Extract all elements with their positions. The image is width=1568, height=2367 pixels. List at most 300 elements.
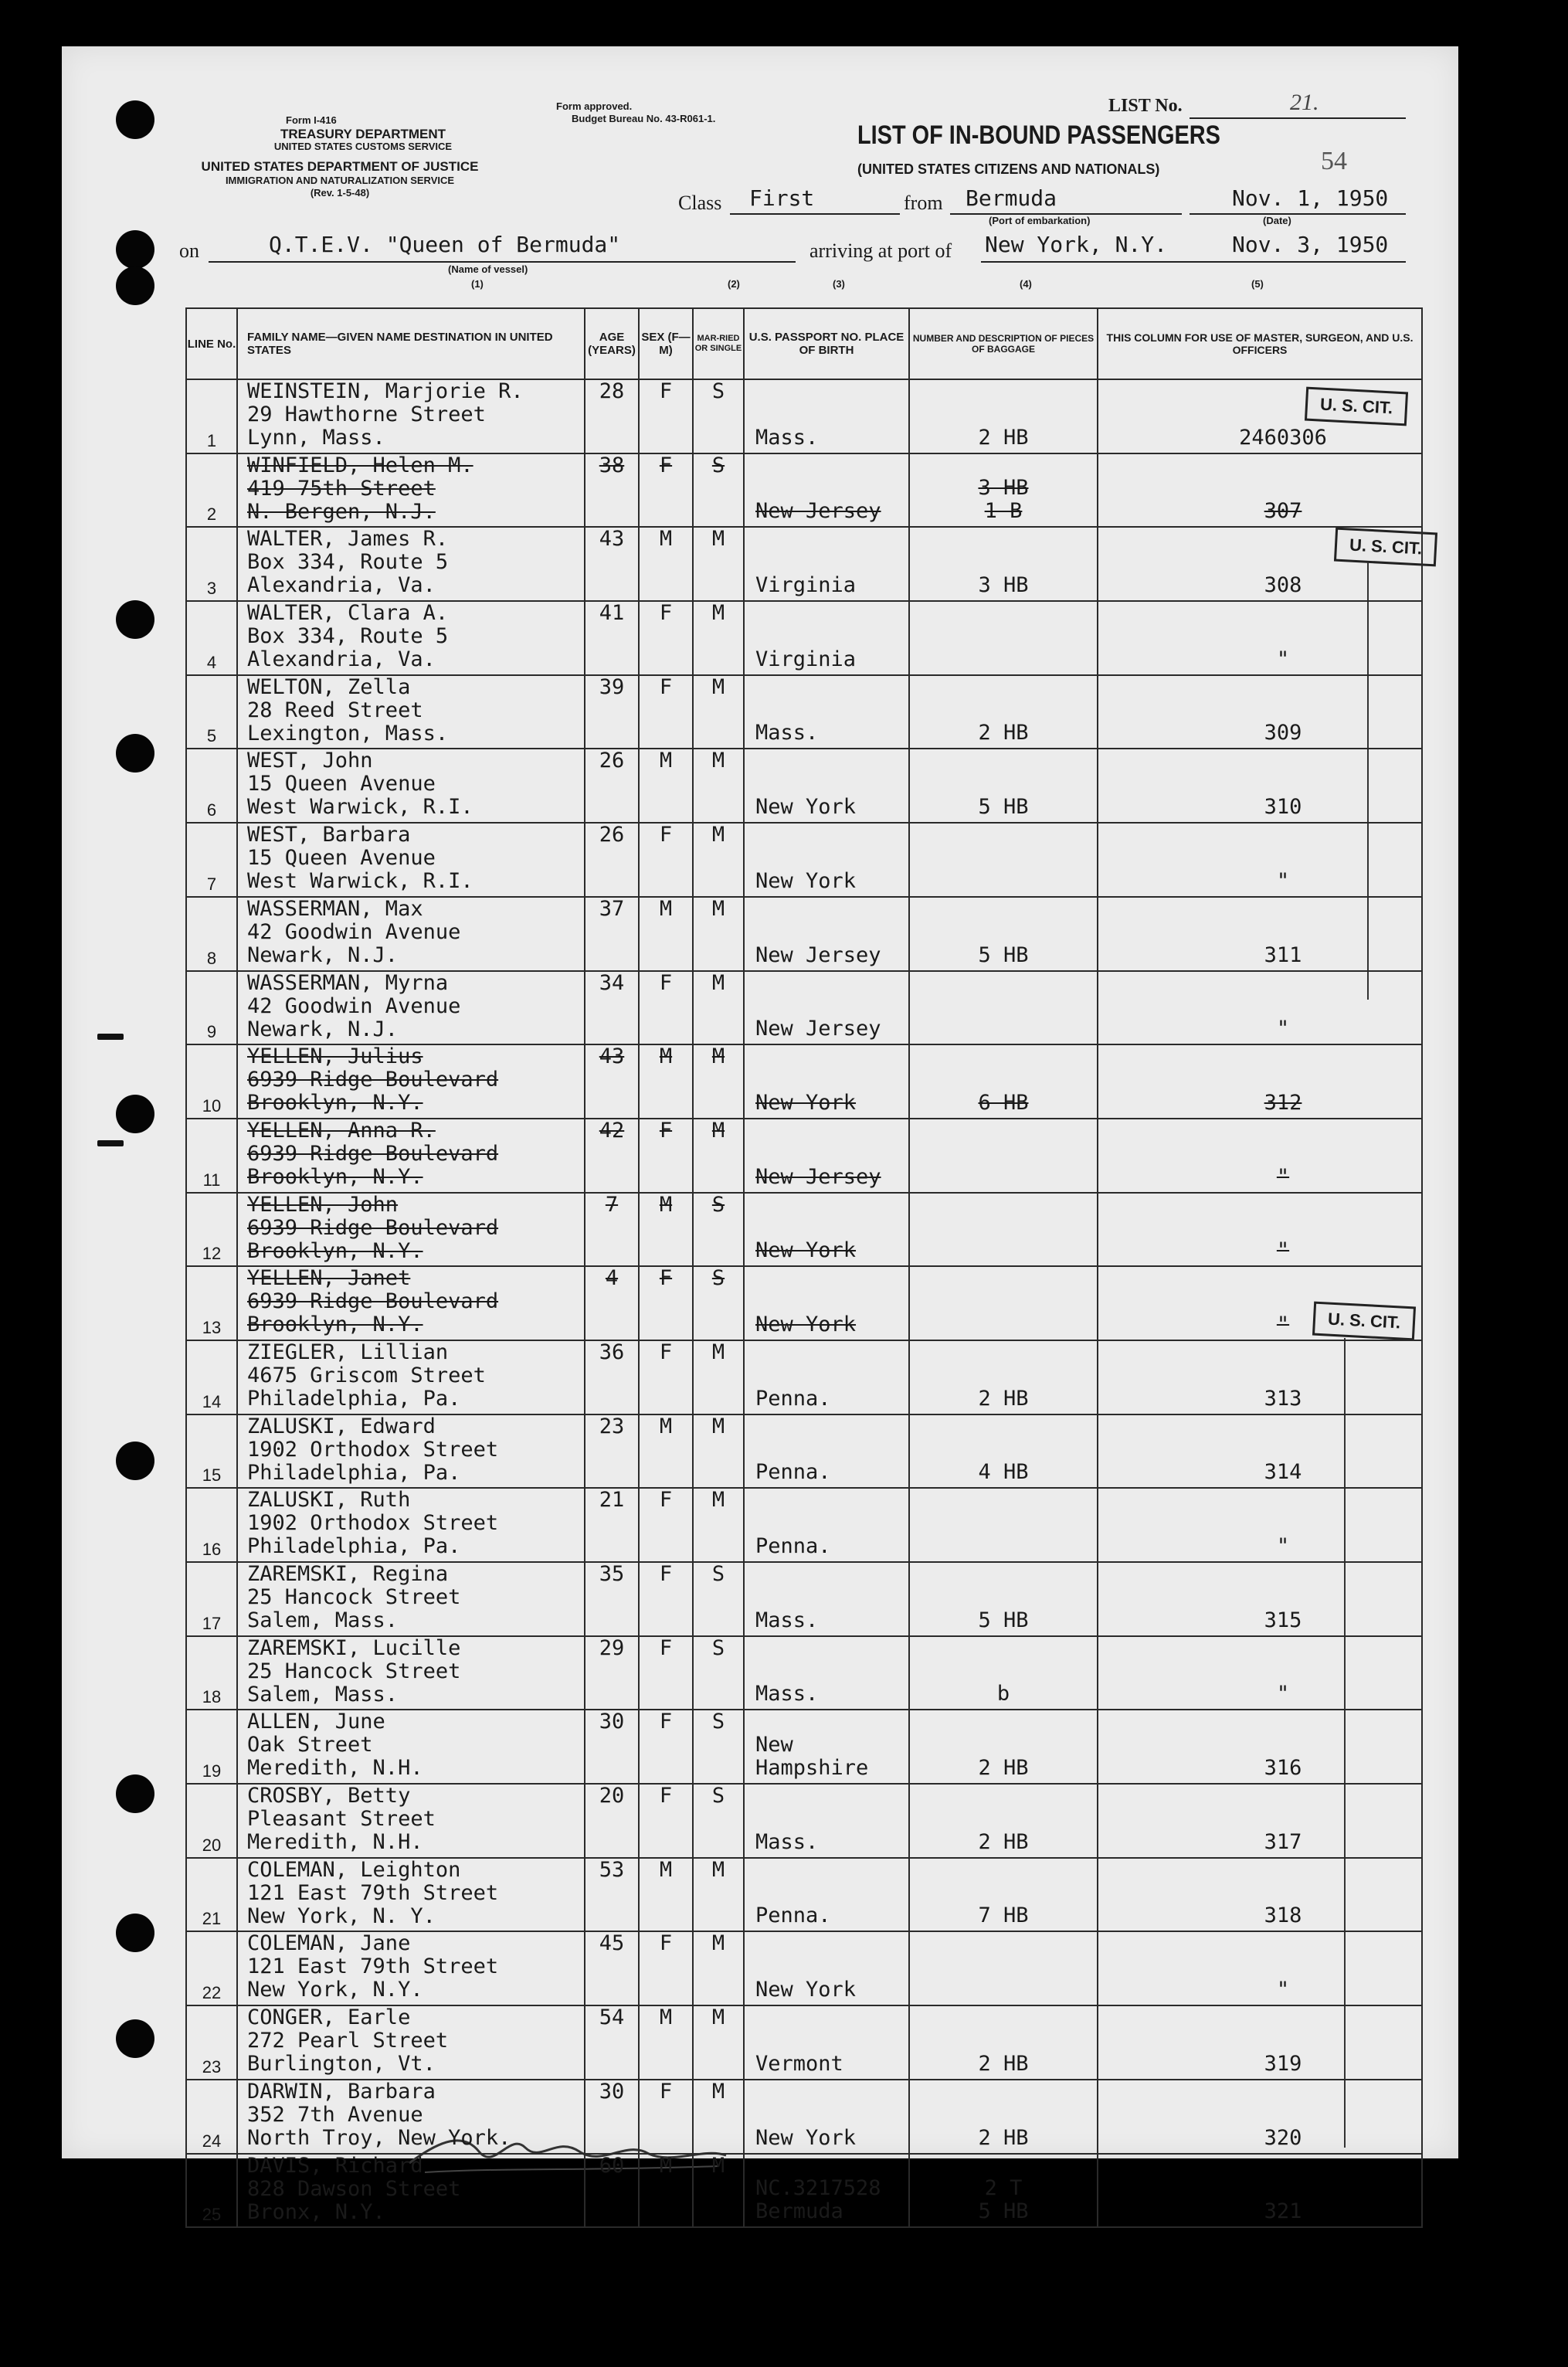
age-cell — [585, 1488, 639, 1562]
table-row — [186, 1784, 1422, 1858]
binder-hole — [116, 1774, 154, 1813]
binder-hole — [116, 267, 154, 305]
sex-cell — [639, 1858, 693, 1932]
officer-use-cell — [1098, 897, 1422, 971]
col-num-1: (1) — [471, 278, 484, 290]
birthplace: New York — [755, 1090, 857, 1115]
officer-use-cell — [1098, 1193, 1422, 1267]
table-row — [186, 601, 1422, 675]
marital-status: M — [711, 2153, 725, 2178]
marital-status: S — [711, 1784, 725, 1808]
age-cell — [585, 1044, 639, 1119]
col-num-5: (5) — [1251, 278, 1264, 290]
table-row — [186, 749, 1422, 823]
passenger-name: WEST, John — [247, 749, 373, 773]
header-officers: THIS COLUMN FOR USE OF MASTER, SURGEON, AND U.S. OFFICERS — [1098, 308, 1422, 379]
age: 42 — [599, 1118, 625, 1143]
line-number: 7 — [206, 874, 217, 894]
age: 26 — [599, 749, 625, 773]
birthplace-cell — [744, 971, 909, 1045]
passenger-name-cell — [237, 749, 585, 823]
table-row — [186, 2005, 1422, 2080]
marital-status-cell — [693, 971, 744, 1045]
line-number: 22 — [202, 1983, 222, 2003]
marital-status-cell — [693, 527, 744, 601]
sex: F — [659, 1784, 673, 1808]
table-row — [186, 453, 1422, 528]
birthplace: Mass. — [755, 1608, 819, 1632]
sex-cell — [639, 453, 693, 528]
baggage-cell — [909, 749, 1098, 823]
age: 54 — [599, 2005, 625, 2030]
destination-address: Alexandria, Va. — [247, 573, 436, 598]
marital-status-cell — [693, 1858, 744, 1932]
age-cell — [585, 379, 639, 453]
destination-address: Box 334, Route 5 — [247, 550, 449, 575]
birthplace-cell — [744, 2005, 909, 2080]
passenger-name: ZAREMSKI, Lucille — [247, 1635, 461, 1660]
line-number-cell — [186, 1266, 237, 1340]
line-number-cell — [186, 2080, 237, 2154]
destination-address: West Warwick, R.I. — [247, 795, 473, 820]
destination-address: Newark, N.J. — [247, 1017, 399, 1041]
binder-hole — [116, 600, 154, 639]
officer-use: 320 — [1264, 2125, 1302, 2150]
passenger-name: ZALUSKI, Ruth — [247, 1488, 411, 1513]
age-cell — [585, 823, 639, 897]
header-name: FAMILY NAME—GIVEN NAME DESTINATION IN UNITED STATES — [237, 308, 585, 379]
baggage-cell — [909, 1119, 1098, 1193]
marital-status-cell — [693, 2154, 744, 2228]
line-number: 19 — [202, 1761, 222, 1781]
line-number: 25 — [202, 2205, 222, 2225]
baggage-cell — [909, 1266, 1098, 1340]
passenger-name: YELLEN, John — [247, 1192, 399, 1217]
baggage-cell — [909, 2154, 1098, 2228]
line-number-cell — [186, 897, 237, 971]
birthplace-cell — [744, 1784, 909, 1858]
marital-status: M — [711, 601, 725, 626]
baggage: 2 HB — [978, 2125, 1029, 2150]
line-number-cell — [186, 1931, 237, 2005]
form-approved: Form approved. — [556, 100, 633, 112]
table-row — [186, 1562, 1422, 1636]
marital-status: M — [711, 674, 725, 699]
baggage-cell — [909, 601, 1098, 675]
baggage: 2 HB — [978, 425, 1029, 450]
table-row — [186, 1119, 1422, 1193]
passenger-name-cell — [237, 1488, 585, 1562]
age: 26 — [599, 823, 625, 847]
table-row — [186, 1931, 1422, 2005]
passenger-name-cell — [237, 1044, 585, 1119]
officer-use: 312 — [1264, 1090, 1302, 1115]
officer-use: 318 — [1264, 1903, 1302, 1928]
marital-status-cell — [693, 379, 744, 453]
age: 45 — [599, 1931, 625, 1956]
destination-address: 272 Pearl Street — [247, 2029, 449, 2053]
marital-status-cell — [693, 1414, 744, 1489]
age: 4 — [605, 1266, 619, 1291]
vessel-name: Q.T.E.V. "Queen of Bermuda" — [269, 232, 621, 257]
officer-use: 313 — [1264, 1386, 1302, 1411]
line-number: 8 — [206, 948, 217, 968]
birthplace-cell — [744, 1044, 909, 1119]
marital-status: M — [711, 1488, 725, 1513]
destination-address: 6939 Ridge Boulevard — [247, 1141, 499, 1166]
destination-address: 1902 Orthodox Street — [247, 1437, 499, 1462]
age-cell — [585, 527, 639, 601]
line-number-cell — [186, 971, 237, 1045]
arrival-date: Nov. 3, 1950 — [1232, 232, 1389, 257]
baggage: 2 HB — [978, 1829, 1029, 1854]
destination-address: 28 Reed Street — [247, 698, 423, 722]
table-row — [186, 2080, 1422, 2154]
line-number-cell — [186, 675, 237, 749]
officer-use-cell — [1098, 1044, 1422, 1119]
destination-address: 419 75th Street — [247, 476, 436, 501]
list-subtitle: (UNITED STATES CITIZENS AND NATIONALS) — [857, 161, 1160, 177]
sex-cell — [639, 1931, 693, 2005]
age-cell — [585, 1119, 639, 1193]
birthplace: New York — [755, 1312, 857, 1336]
officer-use-cell — [1098, 1266, 1422, 1340]
line-number: 13 — [202, 1317, 222, 1337]
line-number-cell — [186, 1710, 237, 1784]
birthplace: New York — [755, 1978, 857, 2002]
list-title: LIST OF IN-BOUND PASSENGERS — [857, 121, 1220, 150]
baggage: b — [996, 1682, 1010, 1706]
birthplace: Vermont — [755, 2051, 843, 2076]
table-row — [186, 1193, 1422, 1267]
passenger-name: ZALUSKI, Edward — [247, 1414, 436, 1438]
marital-status: M — [711, 1931, 725, 1956]
sex: F — [659, 1931, 673, 1956]
passenger-name-cell — [237, 675, 585, 749]
passenger-name-cell — [237, 453, 585, 528]
line-number-cell — [186, 2154, 237, 2228]
treasury-department: TREASURY DEPARTMENT — [280, 127, 446, 141]
line-number: 14 — [202, 1391, 222, 1411]
birthplace: Penna. — [755, 1903, 831, 1928]
birthplace-cell — [744, 1193, 909, 1267]
destination-address: Oak Street — [247, 1733, 373, 1757]
baggage: 2 HB — [978, 1386, 1029, 1411]
line-number: 1 — [206, 430, 217, 450]
passenger-name: WALTER, Clara A. — [247, 601, 449, 626]
birthplace: Mass. — [755, 721, 819, 745]
table-row — [186, 1414, 1422, 1489]
destination-address: Salem, Mass. — [247, 1682, 399, 1706]
baggage-cell — [909, 1636, 1098, 1710]
sex: M — [659, 2153, 673, 2178]
sex-cell — [639, 527, 693, 601]
age: 38 — [599, 453, 625, 477]
marital-status: S — [711, 1192, 725, 1217]
birthplace: New Hampshire — [755, 1733, 869, 1781]
birthplace-cell — [744, 1340, 909, 1414]
line-number-cell — [186, 1414, 237, 1489]
destination-address: 42 Goodwin Avenue — [247, 993, 461, 1018]
officer-use-cell — [1098, 1414, 1422, 1489]
marital-status: S — [711, 1635, 725, 1660]
age: 7 — [605, 1192, 619, 1217]
table-row — [186, 379, 1422, 453]
passenger-name-cell — [237, 897, 585, 971]
sex-cell — [639, 1562, 693, 1636]
arrival-port: New York, N.Y. — [985, 232, 1168, 257]
binder-mark — [97, 1140, 124, 1146]
line-number-cell — [186, 749, 237, 823]
birthplace: NC.3217528 Bermuda — [755, 2176, 881, 2224]
line-number: 21 — [202, 1909, 222, 1929]
officer-use-cell — [1098, 1784, 1422, 1858]
birthplace-cell — [744, 527, 909, 601]
table-row — [186, 1710, 1422, 1784]
age-cell — [585, 1340, 639, 1414]
table-row — [186, 1044, 1422, 1119]
passenger-name-cell — [237, 1266, 585, 1340]
destination-address: Philadelphia, Pa. — [247, 1386, 461, 1411]
passenger-name: ZAREMSKI, Regina — [247, 1562, 449, 1586]
passenger-name: CONGER, Earle — [247, 2005, 411, 2030]
destination-address: North Troy, New York. — [247, 2125, 511, 2150]
age: 29 — [599, 1635, 625, 1660]
baggage: 7 HB — [978, 1903, 1029, 1928]
marital-status: M — [711, 1118, 725, 1143]
birthplace: Penna. — [755, 1460, 831, 1485]
marital-status: S — [711, 379, 725, 403]
line-number: 6 — [206, 800, 217, 820]
class-label: Class — [678, 192, 722, 214]
birthplace: Mass. — [755, 1829, 819, 1854]
destination-address: 15 Queen Avenue — [247, 846, 436, 871]
line-number-cell — [186, 527, 237, 601]
table-row — [186, 527, 1422, 601]
header-baggage: NUMBER AND DESCRIPTION OF PIECES OF BAGGAGE — [909, 308, 1098, 379]
passenger-name-cell — [237, 379, 585, 453]
line-number-cell — [186, 1193, 237, 1267]
officer-use-cell — [1098, 971, 1422, 1045]
birthplace: New York — [755, 1238, 857, 1263]
officer-use: 311 — [1264, 942, 1302, 967]
birthplace: Virginia — [755, 573, 857, 598]
passenger-name-cell — [237, 2154, 585, 2228]
table-row — [186, 2154, 1422, 2228]
destination-address: West Warwick, R.I. — [247, 869, 473, 894]
sex: M — [659, 1857, 673, 1882]
age-cell — [585, 1562, 639, 1636]
binder-hole — [116, 2019, 154, 2058]
age-cell — [585, 749, 639, 823]
binder-hole — [116, 1095, 154, 1133]
line-number: 23 — [202, 2056, 222, 2077]
destination-address: Meredith, N.H. — [247, 1756, 423, 1781]
passenger-name-cell — [237, 527, 585, 601]
col-num-2: (2) — [728, 278, 740, 290]
line-number-cell — [186, 2005, 237, 2080]
baggage-cell — [909, 1193, 1098, 1267]
sex-cell — [639, 601, 693, 675]
form-number: Form I-416 — [286, 114, 337, 126]
age-cell — [585, 1266, 639, 1340]
line-number: 4 — [206, 652, 217, 672]
line-number-cell — [186, 1784, 237, 1858]
baggage-cell — [909, 2080, 1098, 2154]
baggage-cell — [909, 1414, 1098, 1489]
birthplace-cell — [744, 823, 909, 897]
birthplace: New Jersey — [755, 942, 881, 967]
sex-cell — [639, 1193, 693, 1267]
baggage-cell — [909, 2005, 1098, 2080]
baggage-cell — [909, 1710, 1098, 1784]
birthplace: Virginia — [755, 647, 857, 671]
officer-use-cell — [1098, 1340, 1422, 1414]
budget-bureau: Budget Bureau No. 43-R061-1. — [572, 113, 716, 124]
table-row — [186, 1636, 1422, 1710]
baggage-cell — [909, 823, 1098, 897]
destination-address: 1902 Orthodox Street — [247, 1511, 499, 1536]
binder-hole — [116, 100, 154, 139]
port-embarkation: Bermuda — [966, 185, 1057, 211]
age: 37 — [599, 896, 625, 921]
age: 53 — [599, 1857, 625, 1882]
sex: F — [659, 379, 673, 403]
birthplace: Mass. — [755, 1682, 819, 1706]
passenger-name: WASSERMAN, Myrna — [247, 970, 449, 995]
age: 43 — [599, 1044, 625, 1069]
on-label: on — [179, 239, 199, 262]
marital-status-cell — [693, 1266, 744, 1340]
passenger-name-cell — [237, 1710, 585, 1784]
age: 60 — [599, 2153, 625, 2178]
age-cell — [585, 1710, 639, 1784]
birthplace-cell — [744, 1488, 909, 1562]
passenger-name-cell — [237, 1858, 585, 1932]
marital-status: M — [711, 1044, 725, 1069]
sex: F — [659, 1118, 673, 1143]
destination-address: Salem, Mass. — [247, 1608, 399, 1632]
passenger-name: YELLEN, Julius — [247, 1044, 423, 1069]
destination-address: 6939 Ridge Boulevard — [247, 1289, 499, 1314]
sex-cell — [639, 1488, 693, 1562]
baggage-cell — [909, 527, 1098, 601]
table-row — [186, 1266, 1422, 1340]
passenger-name: COLEMAN, Leighton — [247, 1857, 461, 1882]
embarkation-date: Nov. 1, 1950 — [1232, 185, 1389, 211]
destination-address: Bronx, N.Y. — [247, 2199, 385, 2224]
officer-use: 309 — [1264, 721, 1302, 745]
marital-status-cell — [693, 1710, 744, 1784]
line-number-cell — [186, 1488, 237, 1562]
passenger-name: DARWIN, Barbara — [247, 2079, 436, 2104]
passenger-name: WEINSTEIN, Marjorie R. — [247, 379, 524, 403]
passenger-name-cell — [237, 2080, 585, 2154]
marital-status: M — [711, 2005, 725, 2030]
passenger-name-cell — [237, 971, 585, 1045]
marital-status-cell — [693, 2080, 744, 2154]
baggage: 3 HB 1 B — [978, 476, 1029, 524]
passenger-name-cell — [237, 1562, 585, 1636]
sex: F — [659, 1266, 673, 1291]
birthplace: Penna. — [755, 1386, 831, 1411]
baggage-cell — [909, 379, 1098, 453]
officer-use-cell — [1098, 453, 1422, 528]
marital-status-cell — [693, 1340, 744, 1414]
sex: F — [659, 1635, 673, 1660]
officer-use: 319 — [1264, 2051, 1302, 2076]
marital-status-cell — [693, 1562, 744, 1636]
marital-status: S — [711, 1266, 725, 1291]
officer-use: " — [1276, 1164, 1290, 1189]
header-married: MAR-RIED OR SINGLE — [693, 308, 744, 379]
marital-status-cell — [693, 1488, 744, 1562]
birthplace-cell — [744, 1931, 909, 2005]
destination-address: Burlington, Vt. — [247, 2052, 436, 2077]
marital-status-cell — [693, 1044, 744, 1119]
baggage-cell — [909, 453, 1098, 528]
birthplace-cell — [744, 2154, 909, 2228]
baggage-cell — [909, 897, 1098, 971]
line-number: 16 — [202, 1540, 222, 1559]
sex-cell — [639, 971, 693, 1045]
passenger-name: YELLEN, Anna R. — [247, 1118, 436, 1143]
officer-use-cell — [1098, 1931, 1422, 2005]
officer-use-cell — [1098, 2005, 1422, 2080]
date-caption: (Date) — [1263, 215, 1291, 226]
birthplace-cell — [744, 379, 909, 453]
officer-use-cell — [1098, 749, 1422, 823]
birthplace-cell — [744, 675, 909, 749]
sex-cell — [639, 1710, 693, 1784]
sex: F — [659, 970, 673, 995]
birthplace: New York — [755, 2125, 857, 2150]
sex: M — [659, 749, 673, 773]
age-cell — [585, 1636, 639, 1710]
officer-use: " — [1276, 1312, 1290, 1336]
passenger-table — [185, 307, 1423, 2228]
age-cell — [585, 1931, 639, 2005]
header-passport: U.S. PASSPORT NO. PLACE OF BIRTH — [744, 308, 909, 379]
passenger-name-cell — [237, 1119, 585, 1193]
marital-status-cell — [693, 601, 744, 675]
marital-status: M — [711, 970, 725, 995]
sex-cell — [639, 1340, 693, 1414]
destination-address: Brooklyn, N.Y. — [247, 1238, 423, 1263]
destination-address: Philadelphia, Pa. — [247, 1534, 461, 1559]
table-row — [186, 1858, 1422, 1932]
us-citizen-stamp: U. S. CIT. — [1334, 528, 1437, 567]
line-number-cell — [186, 1119, 237, 1193]
sex: M — [659, 527, 673, 552]
list-no-label: LIST No. — [1108, 96, 1183, 116]
officer-use: " — [1276, 868, 1290, 893]
marital-status: M — [711, 749, 725, 773]
marital-status: M — [711, 527, 725, 552]
destination-address: 25 Hancock Street — [247, 1585, 461, 1609]
baggage-cell — [909, 1340, 1098, 1414]
baggage: 6 HB — [978, 1090, 1029, 1115]
birthplace: New York — [755, 868, 857, 893]
sex-cell — [639, 1636, 693, 1710]
age: 39 — [599, 674, 625, 699]
officer-use: " — [1276, 1534, 1290, 1558]
line-number-cell — [186, 1044, 237, 1119]
officer-use-cell — [1098, 1488, 1422, 1562]
officer-use-cell — [1098, 2154, 1422, 2228]
officer-use-cell — [1098, 1119, 1422, 1193]
line-number-cell — [186, 1340, 237, 1414]
